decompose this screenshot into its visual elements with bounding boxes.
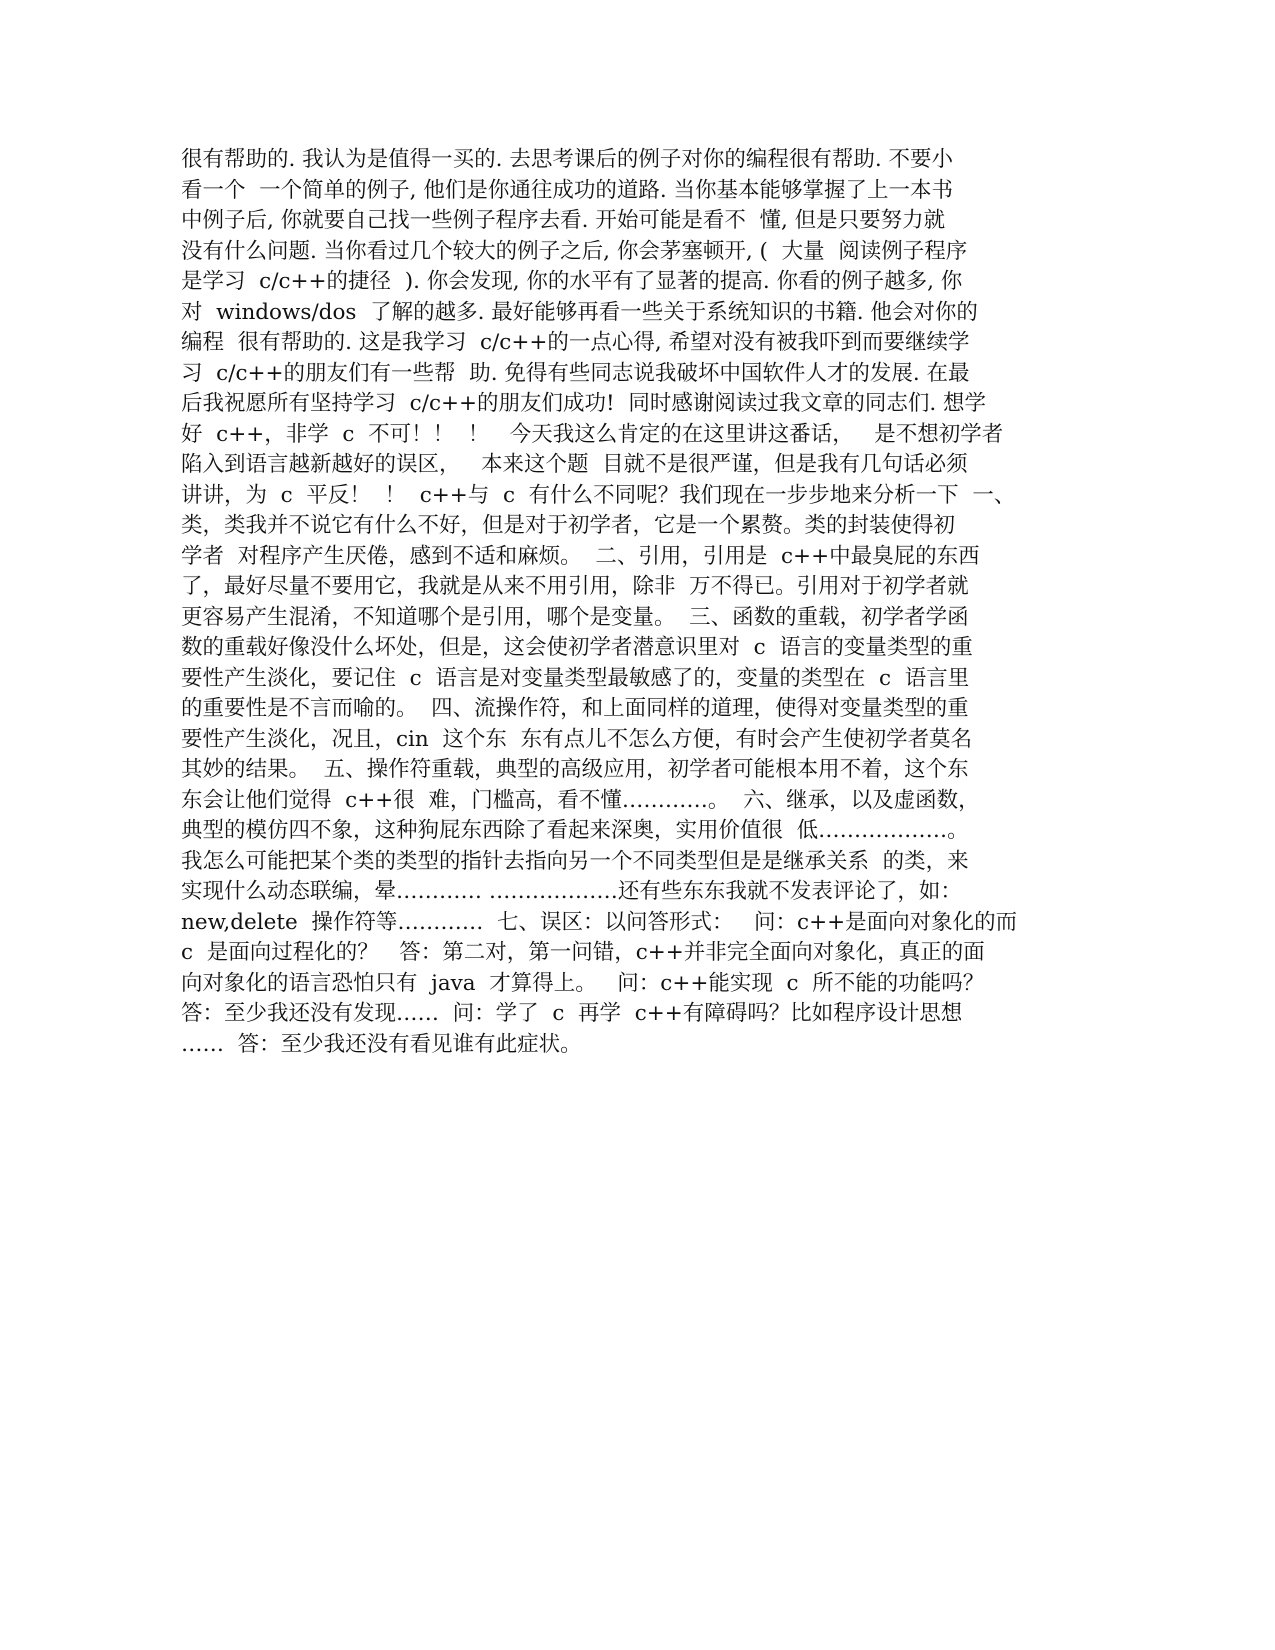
body-text (181, 145, 1061, 1060)
text-line-14: 学者 对程序产生厌倦，感到不适和麻烦。 二、引用，引用是 c++中最臭屁的东西 (181, 543, 980, 569)
text-line-9: 后我祝愿所有坚持学习 c/c++的朋友们成功! 同时感谢阅读过我文章的同志们. 想学 (181, 391, 987, 416)
text-line-7: 编程 很有帮助的. 这是我学习 c/c++的一点心得, 希望对没有被我吓到而要继续学 (181, 330, 970, 355)
text-line-17: 数的重载好像没什么坏处，但是，这会使初学者潜意识里对 c 语言的变量类型的重 (181, 635, 973, 660)
text-line-19: 的重要性是不言而喻的。 四、流操作符，和上面同样的道理，使得对变量类型的重 (181, 696, 969, 721)
text-line-28: 向对象化的语言恐怕只有 java 才算得上。 问：c++能实现 c 所不能的功能吗？ (181, 970, 985, 996)
text-line-11: 陷入到语言越新越好的误区， 本来这个题 目就不是很严谨，但是我有几句话必须 (181, 452, 968, 477)
text-line-18: 要性产生淡化，要记住 c 语言是对变量类型最敏感了的，变量的类型在 c 语言里 (181, 665, 970, 691)
text-line-25: 实现什么动态联编，晕………… ………………还有些东东我就不发表评论了，如： (181, 879, 962, 904)
text-line-5: 是学习 c/c++的捷径 ). 你会发现, 你的水平有了显著的提高. 你看的例子越多, 你 (181, 269, 963, 294)
text-line-24: 我怎么可能把某个类的类型的指针去指向另一个不同类型但是是继承关系 的类，来 (181, 848, 969, 874)
text-line-21: 其妙的结果。 五、操作符重载，典型的高级应用，初学者可能根本用不着，这个东 (181, 757, 969, 782)
text-line-16: 更容易产生混淆，不知道哪个是引用，哪个是变量。 三、函数的重载，初学者学函 (181, 604, 969, 630)
text-line-8: 习 c/c++的朋友们有一些帮 助. 免得有些同志说我破坏中国软件人才的发展. 在最 (181, 360, 970, 386)
text-line-12: 讲讲，为 c 平反！ ！ c++与 c 有什么不同呢？我们现在一步步地来分析一下 一、 (181, 482, 1016, 508)
text-line-1: 很有帮助的. 我认为是值得一买的. 去思考课后的例子对你的编程很有帮助. 不要小 (181, 147, 954, 172)
text-line-26: new,delete 操作符等………… 七、误区：以问答形式： 问：c++是面向对象化的而 (181, 909, 1018, 935)
text-line-20: 要性产生淡化，况且，cin 这个东 东有点儿不怎么方便，有时会产生使初学者莫名 (181, 726, 973, 752)
text-line-23: 典型的模仿四不象，这种狗屁东西除了看起来深奥，实用价值很 低………………。 (181, 818, 969, 843)
text-line-6: 对 windows/dos 了解的越多. 最好能够再看一些关于系统知识的书籍. 他会对你的 (181, 299, 978, 325)
text-line-13: 类，类我并不说它有什么不好，但是对于初学者，它是一个累赘。类的封装使得初 (181, 513, 956, 538)
text-line-4: 没有什么问题. 当你看过几个较大的例子之后, 你会茅塞顿开, ( 大量 阅读例子程序 (181, 238, 968, 264)
text-line-27: c 是面向过程化的？ 答：第二对，第一问错，c++并非完全面向对象化，真正的面 (181, 940, 985, 965)
text-line-22: 东会让他们觉得 c++很 难，门槛高，看不懂…………。 六、继承，以及虚函数， (181, 787, 980, 813)
text-line-2: 看一个 一个简单的例子, 他们是你通往成功的道路. 当你基本能够掌握了上一本书 (181, 177, 954, 203)
text-line-30: …… 答：至少我还没有看见谁有此症状。 (181, 1031, 582, 1057)
text-line-15: 了，最好尽量不要用它，我就是从来不用引用，除非 万不得已。引用对于初学者就 (181, 574, 969, 599)
text-line-10: 好 c++，非学 c 不可！！ ！ 今天我这么肯定的在这里讲这番话， 是不想初学者 (181, 421, 1004, 447)
text-line-3: 中例子后, 你就要自己找一些例子程序去看. 开始可能是看不 懂, 但是只要努力就 (181, 208, 946, 233)
text-line-29: 答：至少我还没有发现…… 问：学了 c 再学 c++有障碍吗？比如程序设计思想 (181, 1001, 963, 1026)
